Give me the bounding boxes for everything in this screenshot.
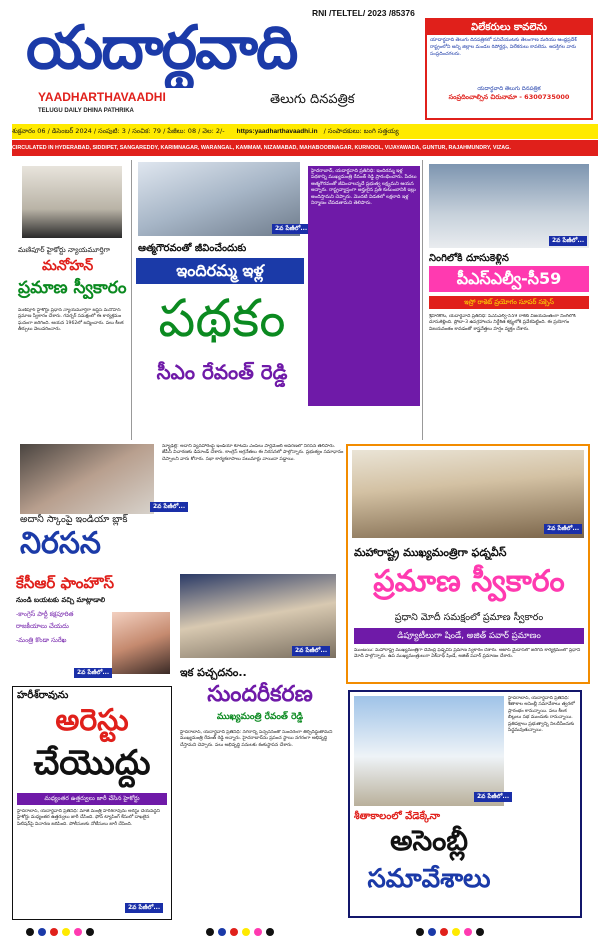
story-justice	[12, 160, 132, 440]
masthead-title: యదార్థవాది	[26, 13, 297, 83]
registration-dot	[242, 928, 250, 936]
assembly-photo	[354, 696, 504, 806]
registration-dot	[218, 928, 226, 936]
kcr-continued-badge[interactable]: 2వ పేజీలో...	[74, 668, 112, 678]
registration-dot	[26, 928, 34, 936]
dateline-editor: / సంపాదకులు: బంగి సత్తయ్య	[323, 127, 399, 135]
adani-body: న్యూఢిల్లీ: అదానీ వ్యవహారంపై ఇండియా కూటమి ఎంపీలు పార్లమెంట్ ఆవరణలో నిరసన తెలిపారు. జేపీసీ విచారణకు డిమాండ్ చేశారు. కాంగ్రెస్ అగ్రనేతలు ఈ నిరసనలో పాల్గొన్నారు. ప్రభుత్వం సమాధానం చెప్పాలని వారు కోరారు. సభా కార్యకలాపాలు పలుమార్లు వాయిదా పడ్డాయి.	[162, 444, 344, 462]
adani-continued-badge[interactable]: 2వ పేజీలో...	[150, 502, 188, 512]
story-assembly	[348, 690, 582, 918]
registration-dots	[0, 925, 600, 939]
masthead-tagline-te: తెలుగు దినపత్రిక	[270, 92, 355, 107]
ad-box-contact: సంప్రదించాల్సిన చిరునామా - 6300735000	[448, 93, 570, 101]
assembly-body: హైదరాబాద్, యదార్థవాది ప్రతినిధి: శీతాకాల అసెంబ్లీ సమావేశాలు త్వరలో ప్రారంభం కానున్నాయి. పలు కీలక బిల్లులు సభ ముందుకు రానున్నాయి. ప్రతిపక్షాలు ప్రభుత్వాన్ని నిలదీసేందుకు సిద్ధమవుతున్నాయి.	[508, 696, 575, 734]
registration-dot	[254, 928, 262, 936]
ad-box	[425, 18, 593, 120]
harish-headline1: అరెస్టు	[55, 703, 129, 738]
sundari-body: హైదరాబాద్, యదార్థవాది ప్రతినిధి: నగరాన్ని పచ్చదనంతో సుందరంగా తీర్చిదిద్దుతామని ముఖ్యమంత్రి రేవంత్ రెడ్డి అన్నారు. హైదరాబాద్‌ను ప్రపంచ స్థాయి నగరంగా అభివృద్ధి చేస్తామని చెప్పారు. పలు అభివృద్ధి పనులకు శంకుస్థాపన చేశారు.	[180, 730, 333, 748]
assembly-kicker: శీతాకాలంలో వేడెక్కేనా	[354, 811, 441, 822]
indiramma-headline: పథకం	[158, 289, 286, 349]
story-fadnavis	[346, 444, 590, 684]
justice-headline: ప్రమాణ స్వీకారం	[18, 278, 127, 298]
indiramma-continued-badge[interactable]: 2వ పేజీలో...	[272, 224, 310, 234]
justice-name: మనోహన్	[42, 258, 94, 274]
indiramma-banner: ఇందిరమ్మ ఇళ్ల	[136, 258, 304, 284]
kcr-photo	[112, 612, 170, 674]
story-pslv	[422, 160, 590, 440]
masthead-rni: RNI /TELTEL/ 2023 /85376	[312, 8, 415, 18]
registration-dot	[86, 928, 94, 936]
kcr-line1: నుండి బయటకు వచ్చి మాట్లాడాలి	[16, 596, 106, 604]
harish-kicker: హరీశ్‌రావును	[17, 690, 69, 701]
registration-dot	[428, 928, 436, 936]
masthead-latin: YAADHARTHAVAADHI	[38, 90, 166, 104]
fadnavis-continued-badge[interactable]: 2వ పేజీలో...	[544, 524, 582, 534]
registration-dot	[74, 928, 82, 936]
harish-headline2: చేయొద్దు	[33, 743, 151, 783]
ad-box-body: యాదార్థవాది తెలుగు దినపత్రికలో పనిచేయుటకు తెలంగాణ మరియు ఆంధ్రప్రదేశ్ రాష్ట్రంలోని అన్ని జిల్లాల మండల రిపోర్టర్లు, విలేకరులు కావలెను. ఆసక్తిగల వారు సంప్రదించగలరు.	[430, 38, 577, 57]
registration-dot	[476, 928, 484, 936]
registration-marks	[0, 924, 600, 938]
assembly-headline1: అసెంబ్లీ	[390, 824, 468, 857]
registration-dot	[206, 928, 214, 936]
registration-dot	[464, 928, 472, 936]
dateline	[12, 124, 598, 139]
registration-dot	[266, 928, 274, 936]
fadnavis-kicker: మహారాష్ట్ర ముఖ్యమంత్రిగా ఫడ్నవీస్	[354, 546, 507, 559]
adani-headline: నిరసన	[20, 526, 101, 561]
fadnavis-sub1: ప్రధాని మోదీ సమక్షంలో ప్రమాణ స్వీకారం	[394, 612, 544, 623]
pslv-sub: ఇస్రో రాకెట్ ప్రయోగం సూపర్ సక్సెస్	[429, 296, 589, 309]
registration-dot	[62, 928, 70, 936]
justice-kicker: మణిపూర్ హైకోర్టు న్యాయమూర్తిగా	[18, 246, 111, 254]
story-indiramma	[132, 160, 422, 440]
indiramma-body: హైదరాబాద్, యదార్థవాది ప్రతినిధి: ఇందిరమ్మ ఇళ్ల పథకాన్ని ముఖ్యమంత్రి రేవంత్ రెడ్డి ప్రారంభించారు. పేదలు ఆత్మగౌరవంతో జీవించాలన్నదే ప్రభుత్వ లక్ష్యమని ఆయన అన్నారు. రాష్ట్రవ్యాప్తంగా అర్హులైన ప్రతి కుటుంబానికి ఇల్లు అందిస్తామని చెప్పారు. మొదటి విడతలో లక్షలాది ఇళ్ల నిర్మాణం చేపడతామని తెలిపారు.	[308, 166, 420, 406]
circulated-bar: CIRCULATED IN HYDERABAD, SIDDIPET, SANGAREDDY, KARIMNAGAR, WARANGAL, KAMMAM, NIZAMABAD, MAHABOOBNAGAR, KURNOOL, VIJAYAWADA, GUNTUR, RAJAHMUNDRY, VIZAG.	[12, 140, 598, 156]
pslv-kicker: నింగిలోకి దూసుకెళ్లిన	[429, 253, 509, 264]
registration-dot	[452, 928, 460, 936]
registration-dot	[440, 928, 448, 936]
pslv-body: శ్రీహరికోట, యదార్థవాది ప్రతినిధి: పీఎస్ఎల్వీ-సీ59 రాకెట్ విజయవంతంగా నింగిలోకి దూసుకెళ్లింది. ప్రోబా-3 ఉపగ్రహాలను నిర్దేశిత కక్ష్యలోకి ప్రవేశపెట్టింది. ఈ ప్రయోగం విజయవంతం కావడంతో శాస్త్రవేత్తలు హర్షం వ్యక్తం చేశారు.	[429, 314, 576, 332]
assembly-continued-badge[interactable]: 2వ పేజీలో...	[474, 792, 512, 802]
dateline-date: శుక్రవారం 06 / డిసెంబర్ 2024 / సంపుటి: 3 / సంచిక: 79 / పేజీలు: 08 / వెల: 2/-	[12, 127, 225, 135]
registration-dot	[230, 928, 238, 936]
harish-sub: మధ్యంతర ఉత్తర్వులు జారీ చేసిన హైకోర్టు	[17, 793, 167, 805]
registration-dot	[416, 928, 424, 936]
story-adani	[12, 442, 346, 570]
adani-kicker: అదానీ స్కాంపై ఇండియా బ్లాక్	[20, 514, 128, 525]
story-kcr	[12, 572, 174, 684]
sundari-sub: ముఖ్యమంత్రి రేవంత్ రెడ్డి	[216, 712, 304, 722]
fadnavis-sub2: డిప్యూటీలుగా షిండే, అజిత్ పవార్ ప్రమాణం	[354, 628, 584, 644]
story-harish	[12, 686, 172, 920]
ad-box-heading: విలేకరులు కావలెను	[427, 20, 591, 35]
indiramma-kicker: ఆత్మగౌరవంతో జీవించేందుకు	[138, 243, 247, 254]
kcr-line3: రాజకీయాలు చేయదు	[16, 622, 69, 630]
fadnavis-body: ముంబయి: మహారాష్ట్ర ముఖ్యమంత్రిగా దేవేంద్ర ఫడ్నవీస్ ప్రమాణ స్వీకారం చేశారు. ఆజాద్ మైదాన్‌లో జరిగిన కార్యక్రమంలో ప్రధాని మోదీ పాల్గొన్నారు. ఉప ముఖ్యమంత్రులుగా ఏక్‌నాథ్ షిండే, అజిత్ పవార్ ప్రమాణం చేశారు.	[354, 648, 581, 660]
justice-body: మణిపూర్ హైకోర్టు ప్రధాన న్యాయమూర్తిగా జస్టిస్ మనోహన్ ప్రమాణ స్వీకారం చేశారు. గవర్నర్ సమక్షంలో ఈ కార్యక్రమం ఘనంగా జరిగింది. ఆయన 1962లో జన్మించారు. పలు కీలక తీర్పులు వెలువరించారు.	[18, 308, 124, 333]
harish-body: హైదరాబాద్, యదార్థవాది ప్రతినిధి: మాజీ మంత్రి హరీశ్‌రావును అరెస్టు చేయవద్దని హైకోర్టు మధ్యంతర ఉత్తర్వులు జారీ చేసింది. ఫోన్ ట్యాపింగ్ కేసులో దాఖలైన పిటిషన్‌పై విచారణ జరిపింది. పోలీసులకు నోటీసులు జారీ చేసింది.	[17, 809, 160, 827]
adani-photo	[20, 444, 154, 514]
registration-dot	[38, 928, 46, 936]
ad-box-contact-label: యదార్థవాది తెలుగు దినపత్రిక	[477, 86, 541, 92]
kcr-line4: -మంత్రి కొండా సురేఖ	[16, 636, 67, 644]
masthead-tagline-en: TELUGU DAILY DHINA PATHRIKA	[38, 108, 134, 114]
justice-photo	[22, 166, 122, 238]
pslv-headline: పీఎస్ఎల్వీ-సీ59	[429, 266, 589, 292]
sundari-continued-badge[interactable]: 2వ పేజీలో...	[292, 646, 330, 656]
indiramma-sub: సీఎం రేవంత్ రెడ్డి	[156, 360, 288, 384]
fadnavis-headline: ప్రమాణ స్వీకారం	[373, 564, 565, 599]
dateline-url[interactable]: https:yaadharthavaadhi.in	[236, 128, 318, 135]
pslv-continued-badge[interactable]: 2వ పేజీలో...	[549, 236, 587, 246]
harish-continued-badge[interactable]: 2వ పేజీలో...	[125, 903, 163, 913]
story-sundari	[176, 572, 344, 920]
sundari-headline: సుందరీకరణ	[207, 682, 313, 707]
assembly-headline2: సమావేశాలు	[367, 864, 491, 894]
kcr-kicker: కేసీఆర్ ఫాంహౌస్	[16, 574, 115, 592]
registration-dot	[50, 928, 58, 936]
kcr-line2: -కాంగ్రెస్ పార్టీ కక్షపూరిత	[16, 610, 74, 618]
sundari-kicker: ఇక పచ్చదనం..	[180, 666, 247, 679]
